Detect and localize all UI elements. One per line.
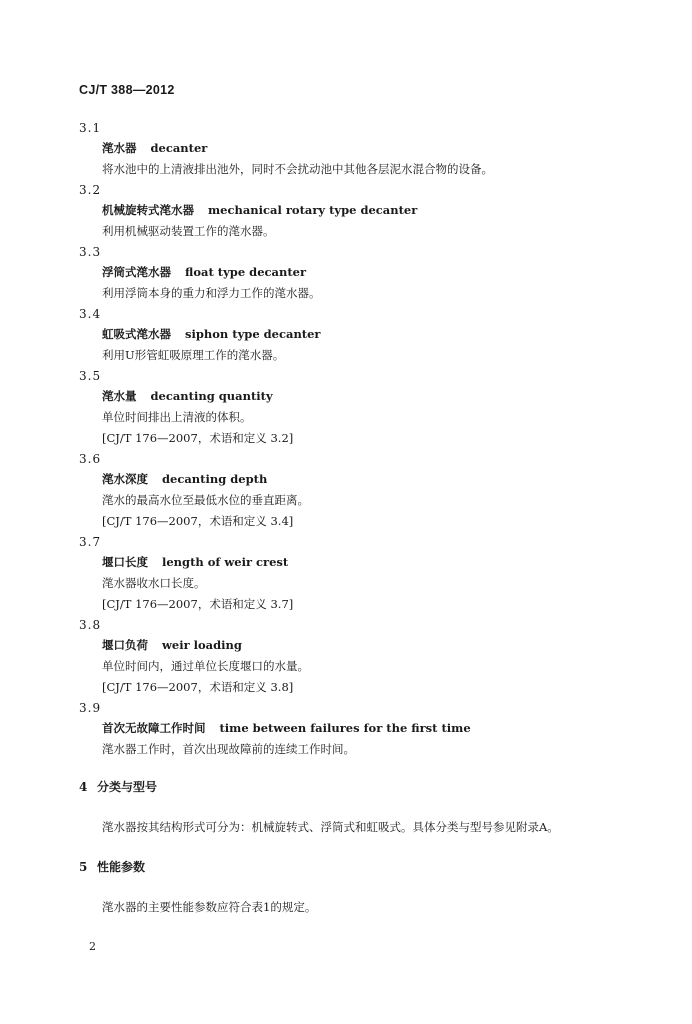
term-definition: 将水池中的上清液排出池外，同时不会扰动池中其他各层泥水混合物的设备。 bbox=[102, 162, 493, 176]
term-definition: 单位时间排出上清液的体积。 bbox=[102, 410, 252, 424]
term-number: 3.9 bbox=[79, 701, 102, 715]
term-title bbox=[102, 324, 639, 345]
term-number: 3.6 bbox=[79, 452, 102, 466]
term-title-en: siphon type decanter bbox=[185, 327, 321, 341]
term-definition: 利用机械驱动装置工作的滗水器。 bbox=[102, 224, 275, 238]
term-title-en: length of weir crest bbox=[162, 555, 289, 569]
term-title bbox=[102, 718, 639, 739]
term-definition: 滗水器收水口长度。 bbox=[102, 576, 206, 590]
term-title-cn: 滗水深度 bbox=[102, 472, 148, 486]
term-definition: 利用U形管虹吸原理工作的滗水器。 bbox=[102, 348, 285, 362]
section-paragraph-5: 滗水器的主要性能参数应符合表1的规定。 bbox=[102, 900, 317, 914]
section-paragraph-4: 滗水器按其结构形式可分为：机械旋转式、浮筒式和虹吸式。具体分类与型号参见附录A。 bbox=[102, 820, 559, 834]
term-number: 3.3 bbox=[79, 245, 102, 259]
term-number: 3.4 bbox=[79, 307, 102, 321]
term-entry bbox=[79, 615, 639, 698]
term-number: 3.8 bbox=[79, 618, 102, 632]
term-entry bbox=[79, 366, 639, 449]
term-source: [CJ/T 176—2007，术语和定义 3.7] bbox=[102, 597, 294, 611]
term-entry bbox=[79, 118, 639, 180]
term-definition: 滗水的最高水位至最低水位的垂直距离。 bbox=[102, 493, 309, 507]
term-title bbox=[102, 635, 639, 656]
term-entry bbox=[79, 242, 639, 304]
term-entry bbox=[79, 180, 639, 242]
term-title bbox=[102, 552, 639, 573]
section-title: 分类与型号 bbox=[97, 780, 158, 794]
term-source: [CJ/T 176—2007，术语和定义 3.4] bbox=[102, 514, 294, 528]
document-code-header: CJ/T 388—2012 bbox=[79, 83, 175, 97]
term-title-cn: 首次无故障工作时间 bbox=[102, 721, 206, 735]
term-number: 3.5 bbox=[79, 369, 102, 383]
term-title bbox=[102, 138, 639, 159]
term-title-en: mechanical rotary type decanter bbox=[208, 203, 418, 217]
term-title-en: decanting depth bbox=[162, 472, 268, 486]
section-number: 4 bbox=[79, 780, 88, 794]
term-list bbox=[79, 118, 639, 760]
term-title-cn: 浮筒式滗水器 bbox=[102, 265, 171, 279]
term-title-cn: 滗水量 bbox=[102, 389, 137, 403]
section-number: 5 bbox=[79, 860, 88, 874]
section-heading-4 bbox=[79, 778, 157, 795]
term-definition: 利用浮筒本身的重力和浮力工作的滗水器。 bbox=[102, 286, 321, 300]
term-title-en: decanter bbox=[150, 141, 208, 155]
term-definition: 滗水器工作时，首次出现故障前的连续工作时间。 bbox=[102, 742, 355, 756]
term-source: [CJ/T 176—2007，术语和定义 3.2] bbox=[102, 431, 294, 445]
term-title-en: decanting quantity bbox=[150, 389, 273, 403]
term-entry bbox=[79, 698, 639, 760]
term-title-cn: 堰口长度 bbox=[102, 555, 148, 569]
term-entry bbox=[79, 532, 639, 615]
term-title-cn: 堰口负荷 bbox=[102, 638, 148, 652]
term-number: 3.7 bbox=[79, 535, 102, 549]
term-title-en: float type decanter bbox=[185, 265, 307, 279]
term-title bbox=[102, 469, 639, 490]
term-definition: 单位时间内，通过单位长度堰口的水量。 bbox=[102, 659, 309, 673]
page-number: 2 bbox=[89, 940, 96, 953]
term-title-cn: 滗水器 bbox=[102, 141, 137, 155]
term-number: 3.1 bbox=[79, 121, 102, 135]
term-title-en: time between failures for the first time bbox=[219, 721, 471, 735]
term-title-cn: 虹吸式滗水器 bbox=[102, 327, 171, 341]
section-heading-5 bbox=[79, 858, 145, 875]
section-title: 性能参数 bbox=[97, 860, 146, 874]
term-entry bbox=[79, 304, 639, 366]
term-title-en: weir loading bbox=[162, 638, 242, 652]
term-source: [CJ/T 176—2007，术语和定义 3.8] bbox=[102, 680, 294, 694]
term-title bbox=[102, 386, 639, 407]
term-title bbox=[102, 200, 639, 221]
term-number: 3.2 bbox=[79, 183, 102, 197]
term-entry bbox=[79, 449, 639, 532]
term-title-cn: 机械旋转式滗水器 bbox=[102, 203, 194, 217]
term-title bbox=[102, 262, 639, 283]
